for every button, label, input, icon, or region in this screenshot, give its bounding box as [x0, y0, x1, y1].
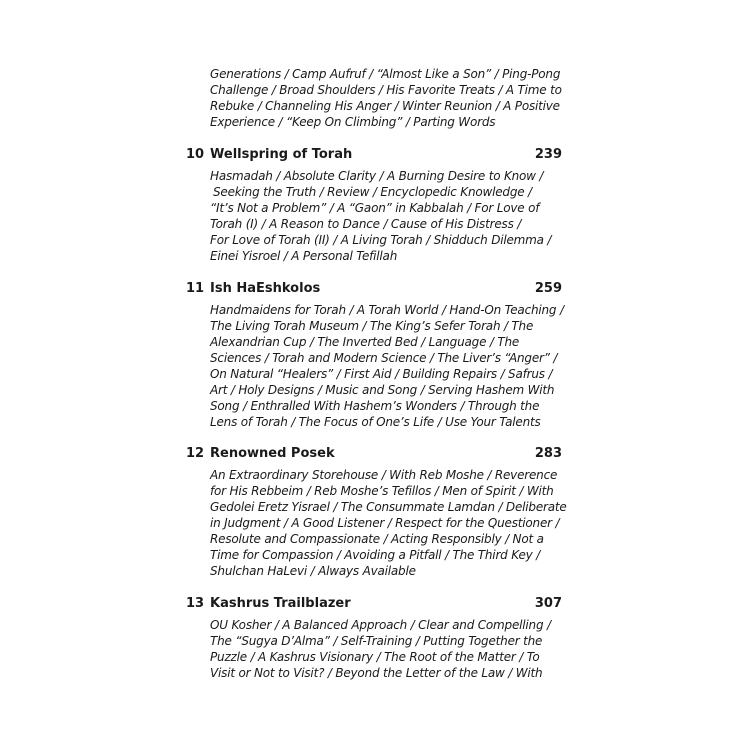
- topic-line: Torah (I) / A Reason to Dance / Cause of His Distress /: [210, 217, 522, 231]
- chapter-13-topic-list: [210, 617, 550, 681]
- topic-line: Hasmadah / Absolute Clarity / A Burning Desire to Know /: [210, 169, 544, 183]
- topic-line: Experience / “Keep On Climbing” / Parting Words: [210, 115, 496, 129]
- chapter-13-heading[interactable]: [186, 594, 562, 614]
- topic-line: in Judgment / A Good Listener / Respect for the Questioner /: [210, 516, 560, 530]
- topic-line: Rebuke / Channeling His Anger / Winter Reunion / A Positive: [210, 99, 560, 113]
- topic-line: Song / Enthralled With Hashem’s Wonders / Through the: [210, 399, 540, 413]
- topic-line: Gedolei Eretz Yisrael / The Consummate Lamdan / Deliberate: [210, 500, 567, 514]
- chapter-number: 12: [186, 446, 205, 461]
- topic-line: On Natural “Healers” / First Aid / Building Repairs / Safrus /: [210, 367, 553, 381]
- chapter-10-heading[interactable]: [186, 145, 562, 165]
- chapter-title: Kashrus Trailblazer: [210, 596, 351, 611]
- topic-line: Shulchan HaLevi / Always Available: [210, 564, 416, 578]
- topic-line: Alexandrian Cup / The Inverted Bed / Language / The: [210, 335, 520, 349]
- topic-line: Visit or Not to Visit? / Beyond the Letter of the Law / With: [210, 666, 543, 680]
- chapter-12-topic-list: [210, 467, 567, 579]
- topic-line: Lens of Torah / The Focus of One’s Life / Use Your Talents: [210, 415, 541, 429]
- chapter-title: Ish HaEshkolos: [210, 281, 321, 296]
- chapter-title: Renowned Posek: [210, 446, 335, 461]
- topic-line: Sciences / Torah and Modern Science / The Liver’s “Anger” /: [210, 351, 558, 365]
- chapter-page-number: 283: [534, 446, 562, 461]
- chapter-title: Wellspring of Torah: [210, 147, 353, 162]
- topic-line: for His Rebbeim / Reb Moshe’s Tefillos / Men of Spirit / With: [210, 484, 554, 498]
- chapter-11-topic-list: [210, 302, 564, 430]
- topic-line: An Extraordinary Storehouse / With Reb Moshe / Reverence: [210, 468, 558, 482]
- topic-line: Einei Yisroel / A Personal Tefillah: [210, 249, 398, 263]
- chapter-page-number: 259: [534, 281, 562, 296]
- chapter-page-number: 307: [534, 596, 562, 611]
- topic-line: Challenge / Broad Shoulders / His Favorite Treats / A Time to: [210, 83, 562, 97]
- topic-line: OU Kosher / A Balanced Approach / Clear and Compelling /: [210, 618, 551, 632]
- topic-line: Art / Holy Designs / Music and Song / Serving Hashem With: [210, 383, 555, 397]
- chapter-12-heading[interactable]: [186, 444, 562, 464]
- topic-line: Generations / Camp Aufruf / “Almost Like a Son” / Ping-Pong: [210, 67, 561, 81]
- topic-line: “It’s Not a Problem” / A “Gaon” in Kabbalah / For Love of: [210, 201, 540, 215]
- intro-topic-list: [210, 66, 562, 130]
- chapter-number: 11: [186, 281, 205, 296]
- topic-line: For Love of Torah (II) / A Living Torah / Shidduch Dilemma /: [210, 233, 552, 247]
- topic-line: The Living Torah Museum / The King’s Sefer Torah / The: [210, 319, 534, 333]
- topic-line: Resolute and Compassionate / Acting Responsibly / Not a: [210, 532, 544, 546]
- topic-line: Seeking the Truth / Review / Encyclopedic Knowledge /: [213, 185, 532, 199]
- chapter-number: 13: [186, 596, 205, 611]
- topic-line: Handmaidens for Torah / A Torah World / Hand-On Teaching /: [210, 303, 564, 317]
- chapter-10-topic-list: [210, 168, 550, 264]
- topic-line: Puzzle / A Kashrus Visionary / The Root of the Matter / To: [210, 650, 540, 664]
- chapter-11-heading[interactable]: [186, 279, 562, 299]
- topic-line: Time for Compassion / Avoiding a Pitfall / The Third Key /: [210, 548, 540, 562]
- chapter-page-number: 239: [534, 147, 562, 162]
- chapter-number: 10: [186, 147, 205, 162]
- topic-line: The “Sugya D’Alma” / Self-Training / Putting Together the: [210, 634, 543, 648]
